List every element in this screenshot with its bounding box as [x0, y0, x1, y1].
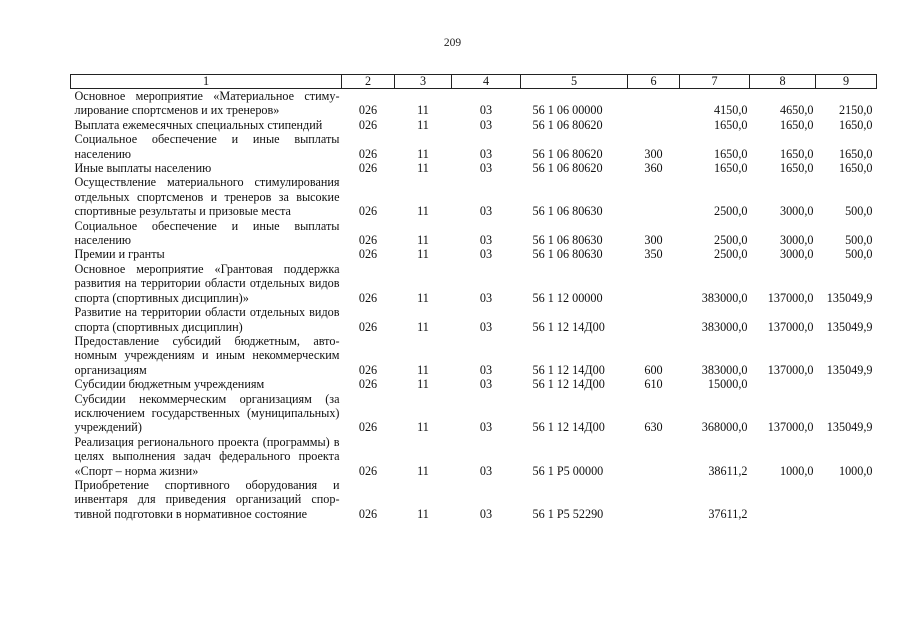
row-amount-year2: 1650,0 — [779, 146, 814, 161]
row-expense-type — [628, 175, 680, 218]
row-name: Иные выплаты населению — [74, 161, 212, 176]
row-ved-code: 026 — [358, 463, 378, 478]
row-subsection-code: 03 — [479, 247, 493, 262]
row-ved-code: 026 — [358, 204, 378, 219]
row-amount-year2: 1650,0 — [779, 161, 814, 176]
column-header: 6 — [628, 75, 680, 89]
row-section-code: 11 — [417, 161, 429, 176]
row-section-code: 11 — [417, 362, 429, 377]
row-amount-year3 — [816, 377, 877, 391]
row-target-article: 56 1 06 80630 — [532, 233, 603, 248]
row-amount-year3: 135049,9 — [826, 319, 873, 334]
row-section-code: 11 — [417, 377, 429, 392]
row-target-article: 56 1 06 80620 — [532, 146, 603, 161]
row-subsection-code: 03 — [479, 146, 493, 161]
row-subsection-code: 03 — [479, 103, 493, 118]
row-amount-year2: 3000,0 — [779, 204, 814, 219]
column-header: 9 — [816, 75, 877, 89]
row-expense-type: 360 — [644, 161, 663, 176]
row-target-article: 56 1 06 00000 — [532, 103, 603, 118]
row-amount-year1: 368000,0 — [701, 420, 748, 435]
row-expense-type: 300 — [644, 146, 663, 161]
column-header: 3 — [395, 75, 452, 89]
column-header: 8 — [750, 75, 816, 89]
row-ved-code: 026 — [358, 420, 378, 435]
row-amount-year3: 1000,0 — [838, 463, 873, 478]
row-target-article: 56 1 06 80630 — [532, 247, 603, 262]
row-amount-year2: 137000,0 — [767, 290, 814, 305]
row-name: Реализация регионального проекта (программы) в целях выполнения задач федерального проекта «Спорт – норма жизни» — [74, 434, 340, 478]
column-header: 4 — [452, 75, 521, 89]
budget-table — [70, 74, 877, 521]
row-expense-type: 610 — [644, 377, 663, 392]
row-ved-code: 026 — [358, 103, 378, 118]
row-amount-year3: 1650,0 — [838, 117, 873, 132]
row-section-code: 11 — [417, 204, 429, 219]
row-target-article: 56 1 12 14Д00 — [532, 319, 605, 334]
column-header: 1 — [71, 75, 342, 89]
page-number: 209 — [443, 37, 462, 49]
row-name: Субсидии некоммерческим организациям (за исключением государственных (муниципальных) учреждений) — [74, 391, 340, 435]
row-amount-year1: 2500,0 — [713, 233, 748, 248]
row-subsection-code: 03 — [479, 377, 493, 392]
row-amount-year3: 1650,0 — [838, 146, 873, 161]
row-ved-code: 026 — [358, 377, 378, 392]
row-target-article: 56 1 06 80620 — [532, 161, 603, 176]
row-expense-type — [628, 262, 680, 305]
row-name: Основное мероприятие «Материальное стимулирование спортсменов и их тренеров» — [74, 89, 340, 118]
row-section-code: 11 — [417, 319, 429, 334]
row-section-code: 11 — [417, 233, 429, 248]
row-subsection-code: 03 — [479, 290, 493, 305]
row-subsection-code: 03 — [479, 463, 493, 478]
row-expense-type — [628, 478, 680, 521]
row-amount-year2: 137000,0 — [767, 420, 814, 435]
row-amount-year1: 2500,0 — [713, 204, 748, 219]
row-section-code: 11 — [417, 103, 429, 118]
row-expense-type: 600 — [644, 362, 663, 377]
column-header: 2 — [342, 75, 395, 89]
table-row — [71, 377, 877, 391]
row-expense-type: 300 — [644, 233, 663, 248]
table-body — [71, 89, 877, 522]
row-name: Предоставление субсидий бюджетным, автономным учреждениям и иным некоммерческим организациям — [74, 333, 340, 377]
row-amount-year2: 1650,0 — [779, 117, 814, 132]
row-amount-year1: 383000,0 — [701, 319, 748, 334]
row-subsection-code: 03 — [479, 117, 493, 132]
table-row — [71, 89, 877, 118]
row-amount-year1: 1650,0 — [713, 161, 748, 176]
row-subsection-code: 03 — [479, 161, 493, 176]
row-target-article: 56 1 06 80620 — [532, 117, 603, 132]
row-expense-type — [628, 435, 680, 478]
row-amount-year3: 500,0 — [845, 247, 873, 262]
row-ved-code: 026 — [358, 319, 378, 334]
row-section-code: 11 — [417, 117, 429, 132]
row-subsection-code: 03 — [479, 233, 493, 248]
row-amount-year1: 38611,2 — [708, 463, 748, 478]
table-row — [71, 334, 877, 377]
row-section-code: 11 — [417, 247, 429, 262]
table-row — [71, 175, 877, 218]
row-expense-type — [628, 118, 680, 132]
row-amount-year2: 1000,0 — [779, 463, 814, 478]
row-amount-year2 — [750, 377, 816, 391]
row-section-code: 11 — [417, 420, 429, 435]
row-amount-year1: 15000,0 — [707, 377, 748, 392]
row-subsection-code: 03 — [479, 506, 493, 521]
row-name: Выплата ежемесячных специальных стипендий — [74, 117, 323, 132]
row-ved-code: 026 — [358, 161, 378, 176]
row-amount-year1: 37611,2 — [708, 506, 748, 521]
row-subsection-code: 03 — [479, 420, 493, 435]
row-amount-year2: 3000,0 — [779, 247, 814, 262]
row-subsection-code: 03 — [479, 204, 493, 219]
row-target-article: 56 1 P5 52290 — [532, 506, 604, 521]
row-target-article: 56 1 12 14Д00 — [532, 362, 605, 377]
row-section-code: 11 — [417, 463, 429, 478]
row-target-article: 56 1 P5 00000 — [532, 463, 604, 478]
row-section-code: 11 — [417, 506, 429, 521]
row-name: Приобретение спортивного оборудования и инвентаря для приведения организаций спортивной подготовки в нормативное состояние — [74, 477, 340, 521]
row-amount-year1: 2500,0 — [713, 247, 748, 262]
row-amount-year1: 4150,0 — [713, 103, 748, 118]
row-name: Развитие на территории области отдельных видов спорта (спортивных дисциплин) — [74, 305, 340, 334]
row-amount-year3: 135049,9 — [826, 362, 873, 377]
row-ved-code: 026 — [358, 290, 378, 305]
row-amount-year3: 500,0 — [845, 233, 873, 248]
row-amount-year1: 383000,0 — [701, 290, 748, 305]
row-ved-code: 026 — [358, 247, 378, 262]
row-amount-year3: 135049,9 — [826, 420, 873, 435]
row-amount-year2: 3000,0 — [779, 233, 814, 248]
row-ved-code: 026 — [358, 146, 378, 161]
row-amount-year3: 135049,9 — [826, 290, 873, 305]
column-header: 7 — [680, 75, 750, 89]
table-row — [71, 219, 877, 248]
row-subsection-code: 03 — [479, 362, 493, 377]
row-ved-code: 026 — [358, 117, 378, 132]
table-row — [71, 262, 877, 305]
row-expense-type: 630 — [644, 420, 663, 435]
row-amount-year3: 500,0 — [845, 204, 873, 219]
row-amount-year3 — [816, 478, 877, 521]
row-amount-year1: 1650,0 — [713, 146, 748, 161]
row-amount-year3: 1650,0 — [838, 161, 873, 176]
row-ved-code: 026 — [358, 362, 378, 377]
row-expense-type: 350 — [644, 247, 663, 262]
row-name: Субсидии бюджетным учреждениям — [74, 377, 265, 392]
row-name: Основное мероприятие «Грантовая поддержка развития на территории области отдельных видов спорта (спортивных дисциплин)» — [74, 261, 340, 305]
row-name: Социальное обеспечение и иные выплаты населению — [74, 218, 340, 248]
table-header-row — [71, 75, 877, 89]
column-header: 5 — [521, 75, 628, 89]
table-row — [71, 392, 877, 435]
row-target-article: 56 1 12 00000 — [532, 290, 603, 305]
table-row — [71, 118, 877, 132]
row-amount-year1: 1650,0 — [713, 117, 748, 132]
row-amount-year2 — [750, 478, 816, 521]
row-amount-year2: 137000,0 — [767, 362, 814, 377]
table-row — [71, 435, 877, 478]
row-amount-year2: 4650,0 — [779, 103, 814, 118]
row-section-code: 11 — [417, 146, 429, 161]
row-target-article: 56 1 12 14Д00 — [532, 377, 605, 392]
row-ved-code: 026 — [358, 506, 378, 521]
table-row — [71, 478, 877, 521]
row-name: Социальное обеспечение и иные выплаты населению — [74, 132, 340, 161]
row-amount-year2: 137000,0 — [767, 319, 814, 334]
row-name: Осуществление материального стимулирования отдельных спортсменов и тренеров за высокие спортивные результаты и призовые места — [74, 175, 340, 219]
table-row — [71, 247, 877, 261]
table-row — [71, 161, 877, 175]
row-target-article: 56 1 06 80630 — [532, 204, 603, 219]
row-name: Премии и гранты — [74, 247, 165, 262]
table-row — [71, 305, 877, 334]
row-ved-code: 026 — [358, 233, 378, 248]
row-amount-year1: 383000,0 — [701, 362, 748, 377]
row-expense-type — [628, 89, 680, 118]
row-target-article: 56 1 12 14Д00 — [532, 420, 605, 435]
row-subsection-code: 03 — [479, 319, 493, 334]
row-expense-type — [628, 305, 680, 334]
table-row — [71, 132, 877, 161]
row-section-code: 11 — [417, 290, 429, 305]
row-amount-year3: 2150,0 — [838, 103, 873, 118]
